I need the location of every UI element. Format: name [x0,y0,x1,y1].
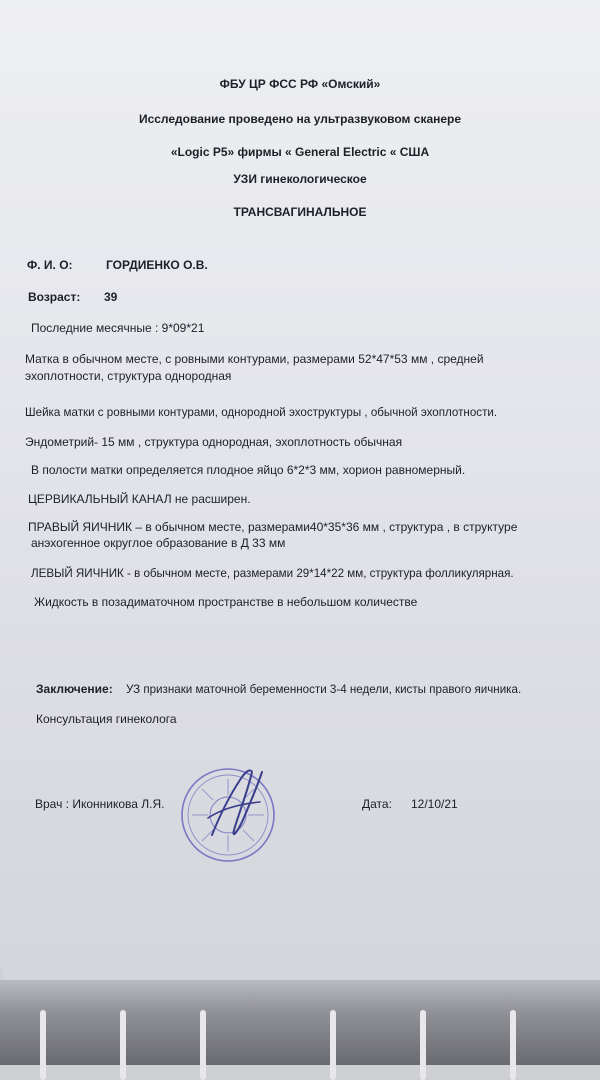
chair-rail [40,1010,46,1080]
date-value: 12/10/21 [411,797,458,811]
chair-rail [200,1010,206,1080]
chair-rail [510,1010,516,1080]
left-ovary-finding: ЛЕВЫЙ ЯИЧНИК - в обычном месте, размерами 29*14*22 мм, структура фолликулярная. [31,567,514,580]
scanner-model: «Logic P5» фирмы « General Electric « США [170,145,430,159]
chair-rail [120,1010,126,1080]
last-period: Последние месячные : 9*09*21 [31,321,205,335]
patient-name: ГОРДИЕНКО О.В. [106,258,208,272]
date-label: Дата: [362,797,392,811]
signature-icon [190,760,280,850]
clinic-name: ФБУ ЦР ФСС РФ «Омский» [219,77,381,91]
conclusion-label: Заключение: [36,682,113,696]
scanner-line: Исследование проведено на ультразвуковом сканере [138,112,462,126]
consultation-note: Консультация гинеколога [36,712,177,726]
patient-age: 39 [104,290,118,304]
uterus-finding-cont: эхоплотности, структура однородная [25,369,232,383]
endometrium-finding: Эндометрий- 15 мм , структура однородная, эхоплотность обычная [25,435,403,449]
ovum-finding: В полости матки определяется плодное яйцо 6*2*3 мм, хорион равномерный. [31,463,466,477]
cervical-canal-finding: ЦЕРВИКАЛЬНЫЙ КАНАЛ не расширен. [28,492,251,506]
age-label: Возраст: [28,290,81,304]
exam-method: ТРАНСВАГИНАЛЬНОЕ [233,205,367,219]
exam-type: УЗИ гинекологическое [233,172,367,186]
name-label: Ф. И. О: [27,258,73,272]
uterus-finding: Матка в обычном месте, с ровными контурами, размерами 52*47*53 мм , средней [25,352,484,366]
conclusion-text: УЗ признаки маточной беременности 3-4 недели, кисты правого яичника. [126,683,522,696]
chair-rail [420,1010,426,1080]
cervix-finding: Шейка матки с ровными контурами, однородной эхоструктуры , обычной эхоплотности. [25,406,498,419]
right-ovary-finding-cont: анэхогенное округлое образование в Д 33 мм [31,536,286,550]
right-ovary-finding: ПРАВЫЙ ЯИЧНИК – в обычном месте, размерами40*35*36 мм , структура , в структуре [28,520,518,534]
chair-rail [330,1010,336,1080]
fluid-finding: Жидкость в позадиматочном пространстве в небольшом количестве [34,595,418,609]
doctor-name: Врач : Иконникова Л.Я. [35,797,165,811]
